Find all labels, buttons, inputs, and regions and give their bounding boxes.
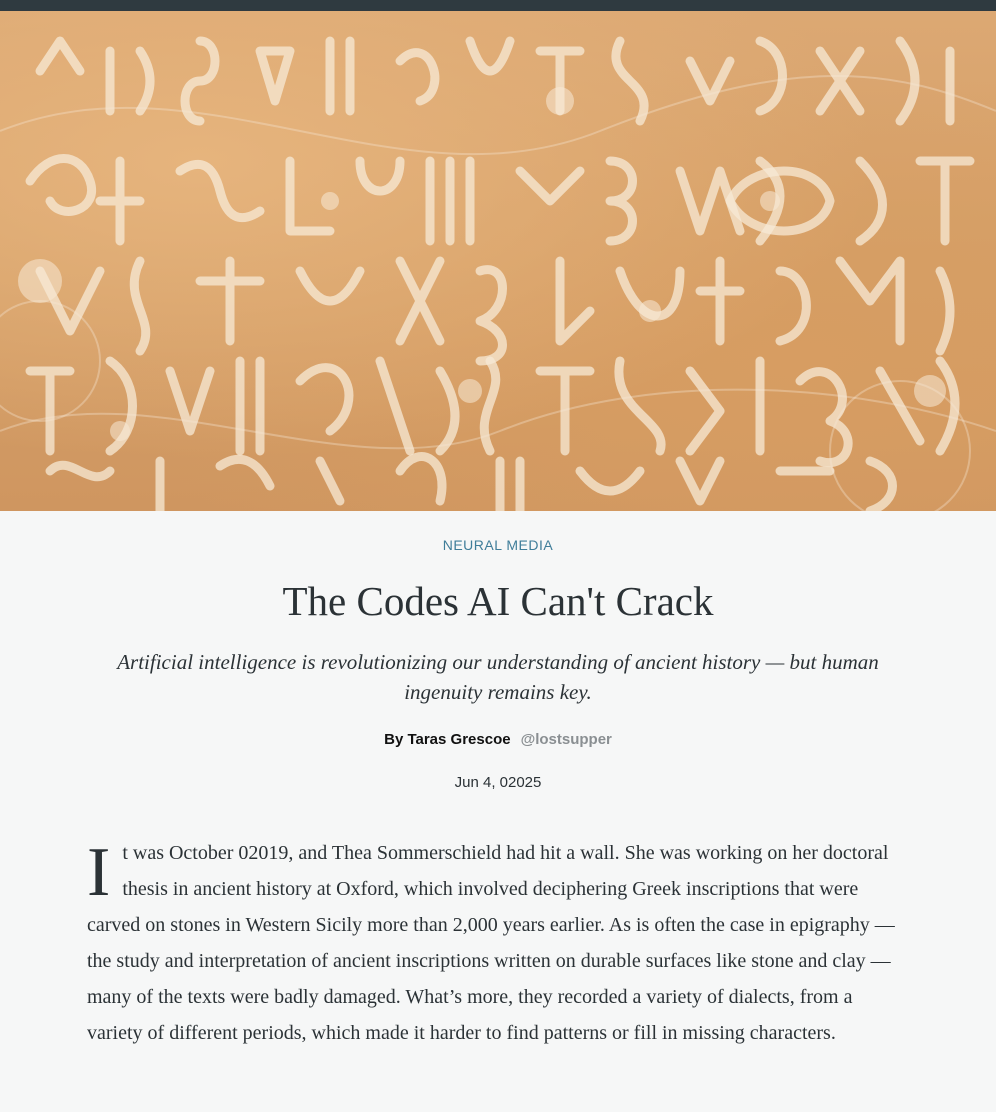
body-text: t was October 02019, and Thea Sommerschield had hit a wall. She was working on her doctoral thesis in ancient history at Oxford, which involved deciphering Greek inscriptions that were carved on stones in Western Sicily more than 2,000 years earlier. As is often the case in epigraphy — the study and interpretation of ancient inscriptions written on durable surfaces like stone and clay — many of the texts were badly damaged. What’s more, they recorded a variety of dialects, from a variety of different periods, which made it harder to find patterns or fill in missing characters. (87, 842, 895, 1044)
author-name[interactable]: By Taras Grescoe (384, 731, 511, 748)
top-bar (0, 0, 996, 11)
author-handle[interactable]: @lostsupper (520, 731, 612, 748)
glyph-pattern (0, 11, 996, 511)
byline (0, 731, 996, 748)
article-subtitle: Artificial intelligence is revolutionizing our understanding of ancient history — but human ingenuity remains key. (117, 650, 879, 704)
article-body (87, 835, 909, 1051)
hero-image (0, 11, 996, 511)
publish-date: Jun 4, 02025 (454, 774, 542, 791)
article-title: The Codes AI Can't Crack (282, 578, 714, 624)
category-kicker[interactable]: NEURAL MEDIA (442, 537, 554, 553)
drop-cap: I (87, 834, 111, 911)
